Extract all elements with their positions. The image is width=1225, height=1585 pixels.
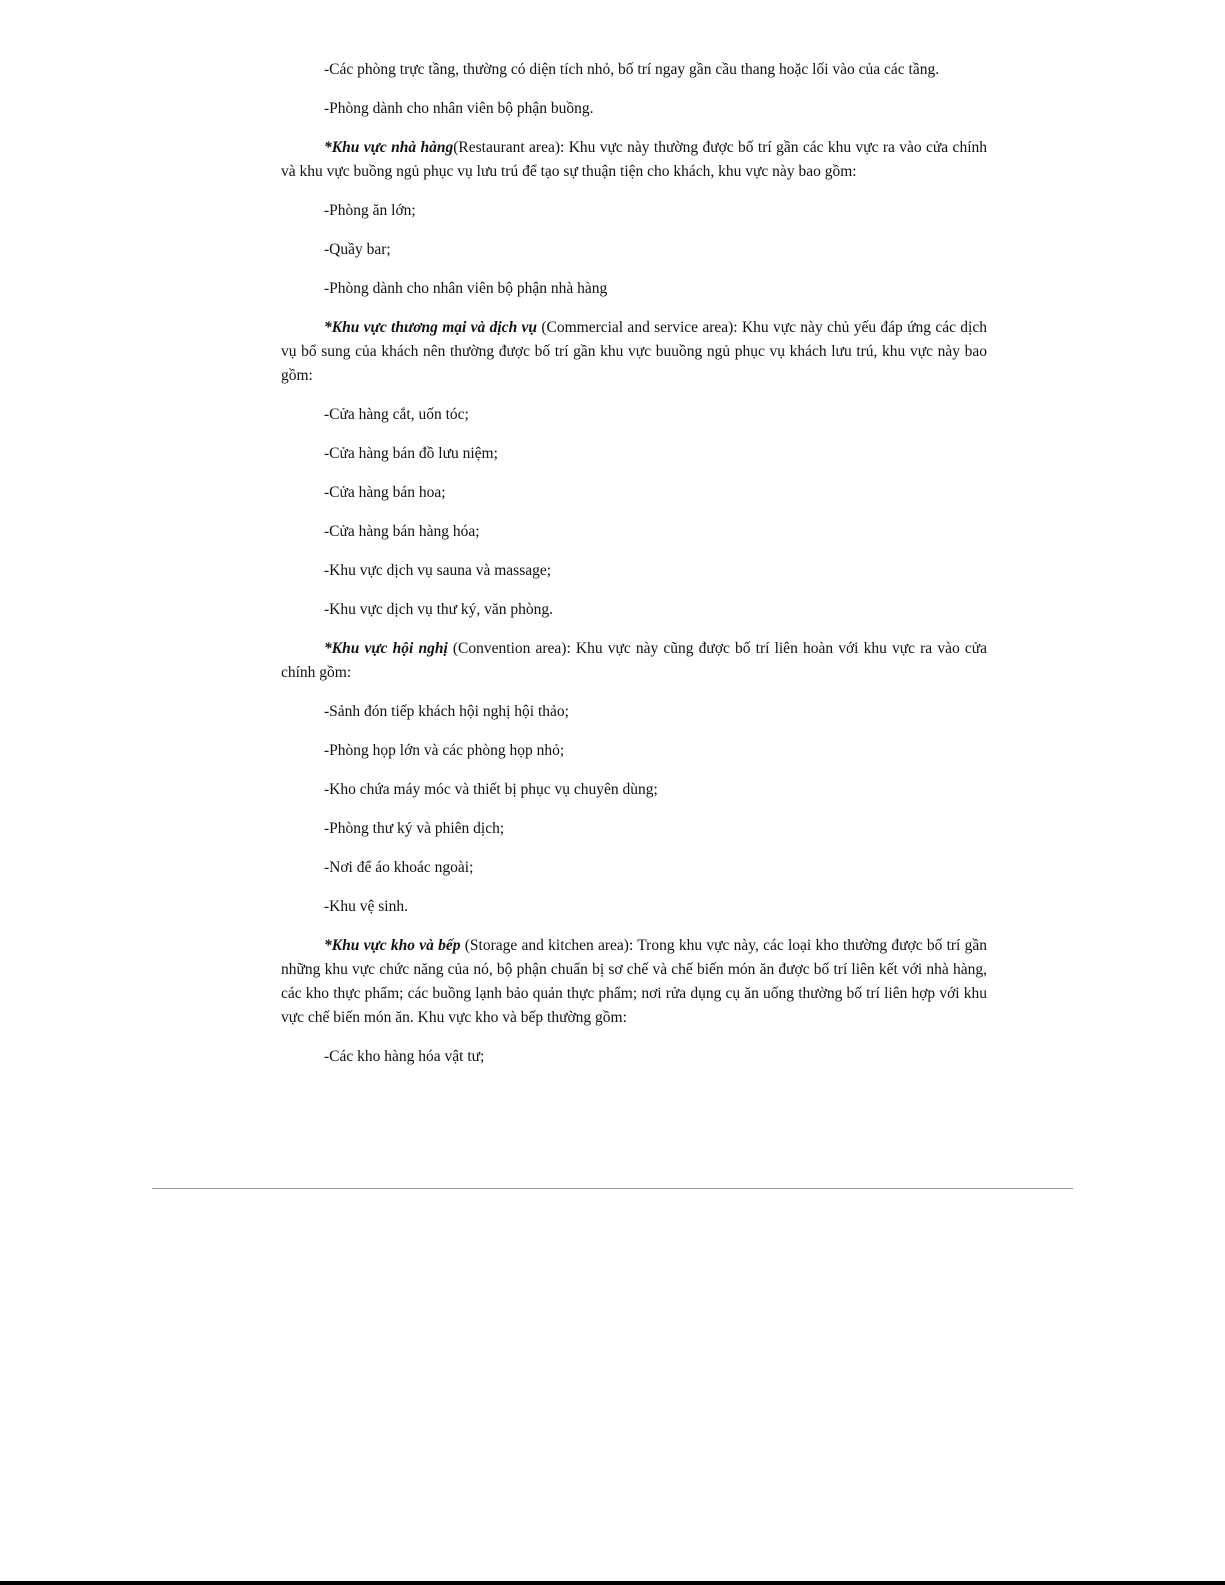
list-item: -Kho chứa máy móc và thiết bị phục vụ chuyên dùng; xyxy=(324,781,658,798)
list-item: -Các kho hàng hóa vật tư; xyxy=(324,1048,485,1065)
section-storage xyxy=(281,934,987,1030)
section-heading: *Khu vực kho và bếp xyxy=(324,937,461,954)
list-item: -Khu vệ sinh. xyxy=(324,898,408,915)
section-body: (Restaurant area): Khu vực này thường được bố trí gần các khu vực ra vào cửa chính và khu vực buồng ngủ phục vụ lưu trú để tạo sự thuận tiện cho khách, khu vực này bao gồm: xyxy=(281,139,987,180)
section-convention xyxy=(281,637,987,685)
list-item: -Phòng dành cho nhân viên bộ phận nhà hàng xyxy=(324,280,608,297)
list-item: -Phòng họp lớn và các phòng họp nhỏ; xyxy=(324,742,565,759)
section-heading: *Khu vực hội nghị xyxy=(324,640,448,657)
section-body: (Storage and kitchen area): Trong khu vực này, các loại kho thường được bố trí gần những khu vực chức năng của nó, bộ phận chuẩn bị sơ chế và chế biến món ăn được bố trí liên kết với nhà hàng, các kho thực phẩm; các buồng lạnh bảo quản thực phẩm; nơi rửa dụng cụ ăn uống thường bố trí liên hợp với khu vực chế biến món ăn. Khu vực kho và bếp thường gồm: xyxy=(281,937,987,1026)
list-item: -Phòng ăn lớn; xyxy=(324,202,416,219)
list-item: -Các phòng trực tầng, thường có diện tích nhỏ, bố trí ngay gần cầu thang hoặc lối vào của các tầng. xyxy=(324,61,940,78)
list-item: -Quầy bar; xyxy=(324,241,391,258)
bottom-edge-bar xyxy=(0,1581,1225,1585)
list-item: -Cửa hàng cắt, uốn tóc; xyxy=(324,406,469,423)
list-item: -Khu vực dịch vụ thư ký, văn phòng. xyxy=(324,601,554,618)
list-item: -Sảnh đón tiếp khách hội nghị hội thảo; xyxy=(324,703,569,720)
section-body: (Convention area): Khu vực này cũng được bố trí liên hoàn với khu vực ra vào cửa chính gồm: xyxy=(281,640,987,681)
list-item: -Khu vực dịch vụ sauna và massage; xyxy=(324,562,552,579)
list-item: -Phòng thư ký và phiên dịch; xyxy=(324,820,505,837)
section-heading: *Khu vực thương mại và dịch vụ xyxy=(324,319,538,336)
list-item: -Nơi để áo khoác ngoài; xyxy=(324,859,474,876)
list-item: -Cửa hàng bán hàng hóa; xyxy=(324,523,480,540)
list-item: -Phòng dành cho nhân viên bộ phận buồng. xyxy=(324,100,594,117)
section-body: (Commercial and service area): Khu vực này chủ yếu đáp ứng các dịch vụ bổ sung của khách nên thường được bố trí gần khu vực buuồng ngủ phục vụ khách lưu trú, khu vực này bao gồm: xyxy=(281,319,987,384)
list-item: -Cửa hàng bán hoa; xyxy=(324,484,446,501)
page-divider xyxy=(152,1188,1073,1189)
section-restaurant xyxy=(281,136,987,184)
document-page xyxy=(281,58,987,1084)
section-commercial xyxy=(281,316,987,388)
section-heading: *Khu vực nhà hàng xyxy=(324,139,454,156)
list-item: -Cửa hàng bán đồ lưu niệm; xyxy=(324,445,498,462)
